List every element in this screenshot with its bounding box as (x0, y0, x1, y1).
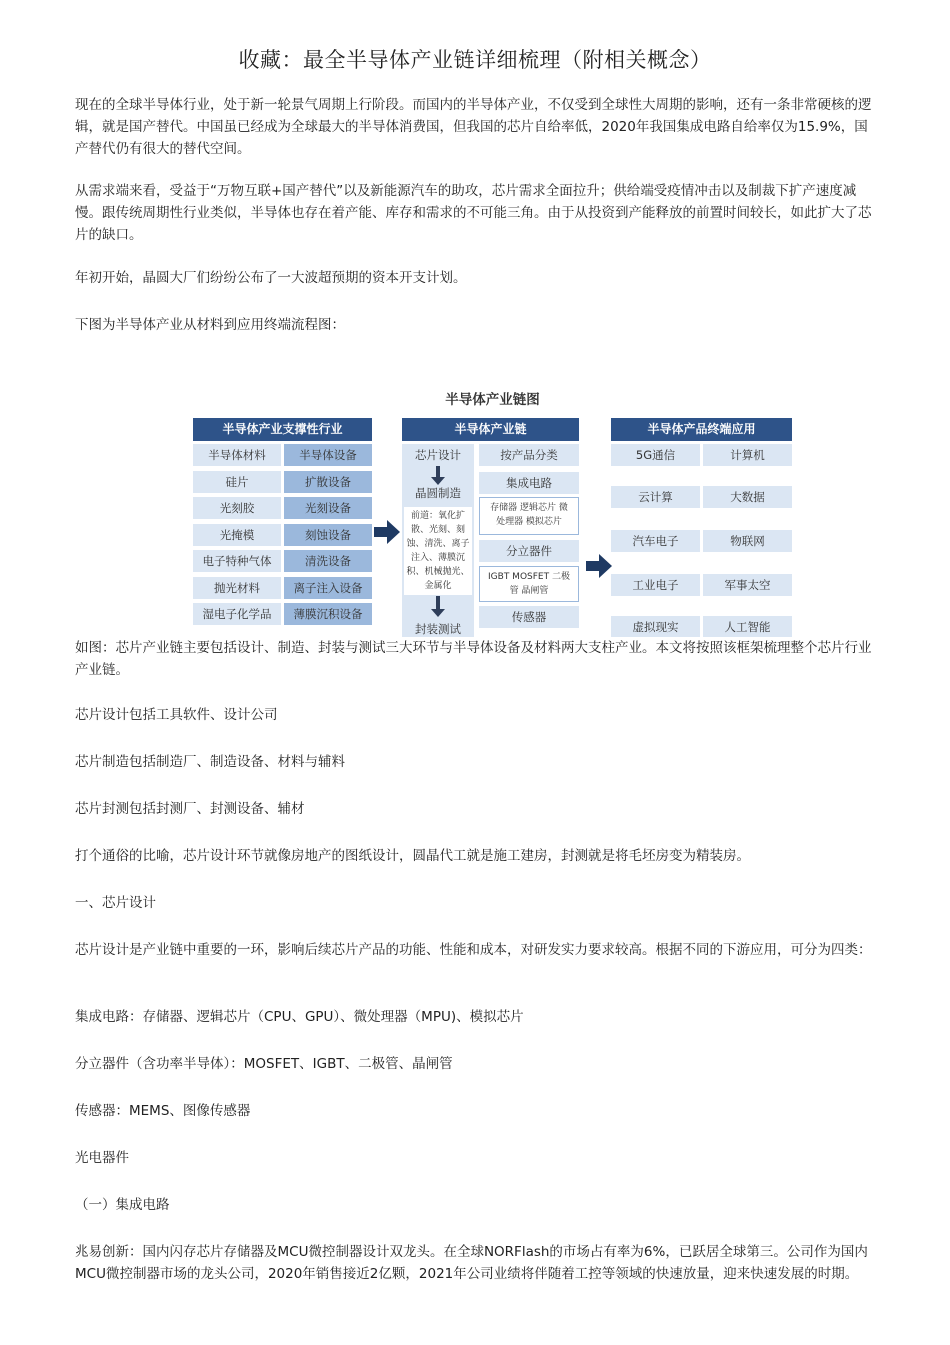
paragraph-figure-caption: 如图：芯片产业链主要包括设计、制造、封装与测试三大环节与半导体设备及材料两大支柱产业。本文将按照该框架梳理整个芯片行业产业链。 (75, 640, 872, 678)
paragraph-design-desc: 芯片设计是产业链中重要的一环，影响后续芯片产品的功能、性能和成本，对研发实力要求较高。根据不同的下游应用，可分为四类： (75, 942, 872, 958)
support-equipment-item: 扩散设备 (284, 471, 372, 493)
chain-header: 半导体产业链 (402, 418, 579, 441)
support-material-item: 光刻胶 (193, 497, 281, 519)
app-item: 大数据 (703, 486, 792, 508)
paragraph-package-scope: 芯片封测包括封测厂、封测设备、辅材 (75, 801, 305, 817)
support-material-item: 湿电子化学品 (193, 603, 281, 625)
down-arrow-icon (430, 596, 446, 618)
section-heading-chip-design: 一、芯片设计 (75, 895, 156, 911)
paragraph-design-scope: 芯片设计包括工具软件、设计公司 (75, 707, 278, 723)
discrete-devices: 分立器件 (479, 540, 579, 562)
support-equipment-item: 离子注入设备 (284, 577, 372, 599)
support-material-item: 半导体材料 (193, 444, 281, 466)
packaging-test: 封装测试 (415, 622, 461, 636)
app-item: 人工智能 (703, 616, 792, 637)
paragraph-fab-scope: 芯片制造包括制造厂、制造设备、材料与辅料 (75, 754, 345, 770)
chip-design: 芯片设计 (415, 448, 461, 462)
paragraph-sensor-list: 传感器：MEMS、图像传感器 (75, 1103, 251, 1119)
right-arrow-icon (586, 554, 612, 578)
paragraph-analogy: 打个通俗的比喻，芯片设计环节就像房地产的图纸设计，圆晶代工就是施工建房，封测就是将毛坯房变为精装房。 (75, 848, 750, 864)
paragraph-ic-list: 集成电路：存储器、逻辑芯片（CPU、GPU）、微处理器（MPU)、模拟芯片 (75, 1009, 524, 1025)
figure-title: 半导体产业链图 (445, 392, 540, 408)
support-material-item: 硅片 (193, 471, 281, 493)
paragraph-demand: 从需求端来看，受益于“万物互联+国产替代”以及新能源汽车的助攻，芯片需求全面拉升；供给端受疫情冲击以及制裁下扩产速度减慢。跟传统周期性行业类似，半导体也存在着产能、库存和需求的不可能三角。由于从投资到产能释放的前置时间较长，如此扩大了芯片的缺口。 (75, 183, 872, 243)
wafer-fab: 晶圆制造 (415, 486, 461, 500)
sensor: 传感器 (479, 606, 579, 628)
support-equipment-item: 刻蚀设备 (284, 524, 372, 546)
paragraph-discrete-list: 分立器件（含功率半导体）：MOSFET、IGBT、二极管、晶闸管 (75, 1056, 453, 1072)
paragraph-intro: 现在的全球半导体行业，处于新一轮景气周期上行阶段。而国内的半导体产业，不仅受到全球性大周期的影响，还有一条非常硬核的逻辑，就是国产替代。中国虽已经成为全球最大的半导体消费国，但我国的芯片自给率低，2020年我国集成电路自给率仅为15.9%，国产替代仍有很大的替代空间。 (75, 97, 872, 157)
app-item: 汽车电子 (611, 530, 700, 552)
app-item: 物联网 (703, 530, 792, 552)
integrated-circuit: 集成电路 (479, 472, 579, 494)
app-item: 工业电子 (611, 574, 700, 596)
support-material-item: 电子特种气体 (193, 550, 281, 572)
paragraph-capex: 年初开始，晶圆大厂们纷纷公布了一大波超预期的资本开支计划。 (75, 270, 467, 286)
app-item: 虚拟现实 (611, 616, 700, 637)
support-equipment-item: 光刻设备 (284, 497, 372, 519)
discrete-types: IGBT MOSFET 二极管 晶闸管 (479, 566, 579, 602)
support-equipment-item: 清洗设备 (284, 550, 372, 572)
apps-header: 半导体产品终端应用 (611, 418, 792, 441)
ic-types: 存储器 逻辑芯片 微处理器 模拟芯片 (479, 497, 579, 535)
fab-process: 前道：氧化扩散、光刻、刻蚀、清洗、离子注入、薄膜沉积、机械抛光、金属化 (404, 507, 472, 595)
paragraph-gigadevice: 兆易创新：国内闪存芯片存储器及MCU微控制器设计双龙头。在全球NORFlash的市场占有率为6%，已跃居全球第三。公司作为国内MCU微控制器市场的龙头公司，2020年销售接近2亿颗，2021年公司业绩将伴随着工控等领域的快速放量，迎来快速发展的时期。 (75, 1244, 868, 1282)
page-title: 收藏：最全半导体产业链详细梳理（附相关概念） (238, 48, 712, 72)
app-item: 5G通信 (611, 444, 700, 466)
support-equipment-item: 半导体设备 (284, 444, 372, 466)
paragraph-optoelectronic: 光电器件 (75, 1150, 129, 1166)
app-item: 云计算 (611, 486, 700, 508)
right-arrow-icon (374, 520, 400, 544)
support-header: 半导体产业支撑性行业 (193, 418, 372, 441)
app-item: 计算机 (703, 444, 792, 466)
support-equipment-item: 薄膜沉积设备 (284, 603, 372, 625)
app-item: 军事太空 (703, 574, 792, 596)
subsection-heading-ic: （一）集成电路 (75, 1197, 170, 1213)
support-material-item: 光掩模 (193, 524, 281, 546)
by-product: 按产品分类 (479, 444, 579, 466)
support-material-item: 抛光材料 (193, 577, 281, 599)
industry-chain-figure (190, 382, 795, 637)
paragraph-figure-intro: 下图为半导体产业从材料到应用终端流程图： (75, 317, 345, 333)
